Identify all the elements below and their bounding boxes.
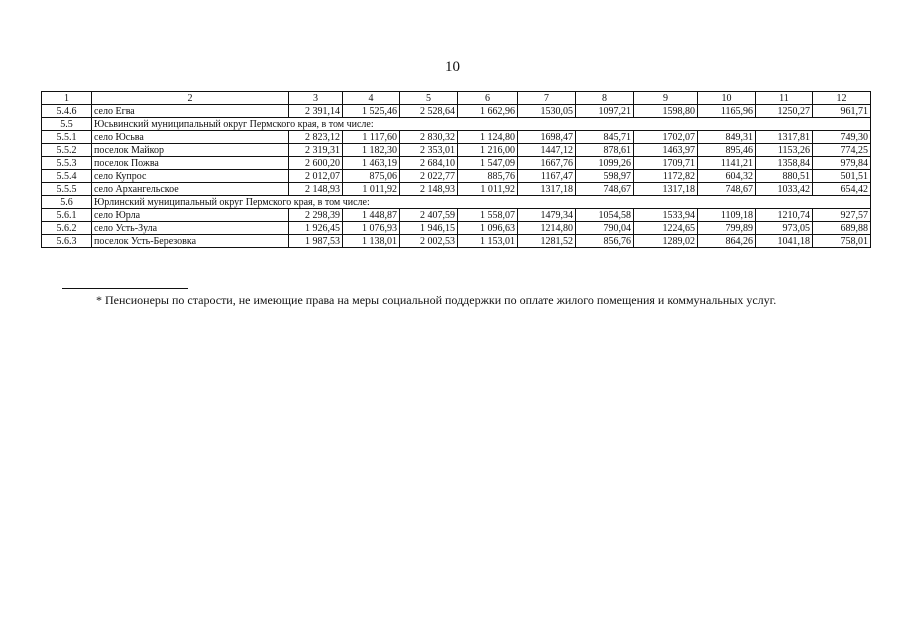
value-cell: 1 946,15: [400, 222, 458, 235]
row-code: 5.6: [42, 196, 92, 209]
value-cell: 979,84: [813, 157, 871, 170]
value-cell: 1463,97: [634, 144, 698, 157]
value-cell: 875,06: [343, 170, 400, 183]
value-cell: 1 011,92: [458, 183, 518, 196]
value-cell: 1 182,30: [343, 144, 400, 157]
value-cell: 790,04: [576, 222, 634, 235]
value-cell: 1172,82: [634, 170, 698, 183]
value-cell: 1447,12: [518, 144, 576, 157]
value-cell: 1317,18: [634, 183, 698, 196]
row-code: 5.5.5: [42, 183, 92, 196]
value-cell: 2 148,93: [400, 183, 458, 196]
value-cell: 1250,27: [756, 105, 813, 118]
value-cell: 501,51: [813, 170, 871, 183]
value-cell: 2 298,39: [289, 209, 343, 222]
value-cell: 1702,07: [634, 131, 698, 144]
value-cell: 598,97: [576, 170, 634, 183]
value-cell: 1 216,00: [458, 144, 518, 157]
section-row: [42, 118, 871, 131]
value-cell: 2 148,93: [289, 183, 343, 196]
value-cell: 1109,18: [698, 209, 756, 222]
table-body: [42, 92, 871, 248]
value-cell: 1 138,01: [343, 235, 400, 248]
value-cell: 856,76: [576, 235, 634, 248]
value-cell: 2 353,01: [400, 144, 458, 157]
value-cell: 849,31: [698, 131, 756, 144]
value-cell: 2 684,10: [400, 157, 458, 170]
column-number-header: 5: [400, 92, 458, 105]
value-cell: 1317,18: [518, 183, 576, 196]
settlement-name: поселок Майкор: [92, 144, 289, 157]
value-cell: 758,01: [813, 235, 871, 248]
value-cell: 1165,96: [698, 105, 756, 118]
settlement-name: поселок Пожва: [92, 157, 289, 170]
value-cell: 1 662,96: [458, 105, 518, 118]
table-row: [42, 209, 871, 222]
value-cell: 604,32: [698, 170, 756, 183]
table-row: [42, 183, 871, 196]
row-code: 5.6.3: [42, 235, 92, 248]
value-cell: 1097,21: [576, 105, 634, 118]
value-cell: 1479,34: [518, 209, 576, 222]
value-cell: 973,05: [756, 222, 813, 235]
value-cell: 774,25: [813, 144, 871, 157]
column-number-header: 4: [343, 92, 400, 105]
value-cell: 1 096,63: [458, 222, 518, 235]
value-cell: 2 002,53: [400, 235, 458, 248]
value-cell: 748,67: [576, 183, 634, 196]
value-cell: 1 011,92: [343, 183, 400, 196]
footnote-divider: [62, 288, 188, 289]
value-cell: 2 391,14: [289, 105, 343, 118]
settlement-name: село Архангельское: [92, 183, 289, 196]
footnote: * Пенсионеры по старости, не имеющие права на меры социальной поддержки по оплате жилого помещения и коммунальных услуг.: [96, 293, 777, 307]
value-cell: 749,30: [813, 131, 871, 144]
value-cell: 2 407,59: [400, 209, 458, 222]
value-cell: 1289,02: [634, 235, 698, 248]
value-cell: 1 987,53: [289, 235, 343, 248]
column-number-header: 1: [42, 92, 92, 105]
value-cell: 1709,71: [634, 157, 698, 170]
tariff-table: [41, 91, 871, 248]
column-number-header: 6: [458, 92, 518, 105]
table-row: [42, 131, 871, 144]
table-row: [42, 235, 871, 248]
value-cell: 1054,58: [576, 209, 634, 222]
column-number-header: 11: [756, 92, 813, 105]
table-header-row: [42, 92, 871, 105]
value-cell: 1141,21: [698, 157, 756, 170]
value-cell: 895,46: [698, 144, 756, 157]
value-cell: 1167,47: [518, 170, 576, 183]
column-number-header: 9: [634, 92, 698, 105]
row-code: 5.5.4: [42, 170, 92, 183]
value-cell: 748,67: [698, 183, 756, 196]
settlement-name: село Юрла: [92, 209, 289, 222]
value-cell: 1317,81: [756, 131, 813, 144]
section-title: Юрлинский муниципальный округ Пермского края, в том числе:: [92, 196, 871, 209]
value-cell: 1533,94: [634, 209, 698, 222]
settlement-name: село Купрос: [92, 170, 289, 183]
column-number-header: 8: [576, 92, 634, 105]
row-code: 5.6.2: [42, 222, 92, 235]
value-cell: 1698,47: [518, 131, 576, 144]
settlement-name: село Егва: [92, 105, 289, 118]
table-row: [42, 105, 871, 118]
value-cell: 689,88: [813, 222, 871, 235]
value-cell: 2 022,77: [400, 170, 458, 183]
table-row: [42, 170, 871, 183]
row-code: 5.5.1: [42, 131, 92, 144]
value-cell: 1041,18: [756, 235, 813, 248]
value-cell: 2 823,12: [289, 131, 343, 144]
value-cell: 1210,74: [756, 209, 813, 222]
value-cell: 1 926,45: [289, 222, 343, 235]
column-number-header: 7: [518, 92, 576, 105]
value-cell: 2 600,20: [289, 157, 343, 170]
value-cell: 1530,05: [518, 105, 576, 118]
value-cell: 1 463,19: [343, 157, 400, 170]
value-cell: 1 525,46: [343, 105, 400, 118]
value-cell: 1 558,07: [458, 209, 518, 222]
value-cell: 1281,52: [518, 235, 576, 248]
value-cell: 864,26: [698, 235, 756, 248]
row-code: 5.5.3: [42, 157, 92, 170]
value-cell: 2 012,07: [289, 170, 343, 183]
value-cell: 1667,76: [518, 157, 576, 170]
column-number-header: 10: [698, 92, 756, 105]
value-cell: 1224,65: [634, 222, 698, 235]
value-cell: 1 448,87: [343, 209, 400, 222]
value-cell: 2 319,31: [289, 144, 343, 157]
value-cell: 654,42: [813, 183, 871, 196]
value-cell: 1 547,09: [458, 157, 518, 170]
column-number-header: 3: [289, 92, 343, 105]
value-cell: 1099,26: [576, 157, 634, 170]
table-row: [42, 222, 871, 235]
row-code: 5.5.2: [42, 144, 92, 157]
value-cell: 1214,80: [518, 222, 576, 235]
settlement-name: поселок Усть-Березовка: [92, 235, 289, 248]
value-cell: 1 117,60: [343, 131, 400, 144]
section-title: Юсьвинский муниципальный округ Пермского края, в том числе:: [92, 118, 871, 131]
row-code: 5.6.1: [42, 209, 92, 222]
value-cell: 1 124,80: [458, 131, 518, 144]
value-cell: 878,61: [576, 144, 634, 157]
value-cell: 845,71: [576, 131, 634, 144]
value-cell: 885,76: [458, 170, 518, 183]
settlement-name: село Усть-Зула: [92, 222, 289, 235]
row-code: 5.4.6: [42, 105, 92, 118]
column-number-header: 2: [92, 92, 289, 105]
value-cell: 1 153,01: [458, 235, 518, 248]
value-cell: 1358,84: [756, 157, 813, 170]
section-row: [42, 196, 871, 209]
value-cell: 799,89: [698, 222, 756, 235]
value-cell: 2 830,32: [400, 131, 458, 144]
value-cell: 1153,26: [756, 144, 813, 157]
value-cell: 961,71: [813, 105, 871, 118]
page-number: 10: [445, 59, 460, 75]
column-number-header: 12: [813, 92, 871, 105]
value-cell: 2 528,64: [400, 105, 458, 118]
table-row: [42, 157, 871, 170]
table-row: [42, 144, 871, 157]
value-cell: 1598,80: [634, 105, 698, 118]
row-code: 5.5: [42, 118, 92, 131]
value-cell: 1 076,93: [343, 222, 400, 235]
value-cell: 880,51: [756, 170, 813, 183]
settlement-name: село Юсьва: [92, 131, 289, 144]
value-cell: 1033,42: [756, 183, 813, 196]
value-cell: 927,57: [813, 209, 871, 222]
